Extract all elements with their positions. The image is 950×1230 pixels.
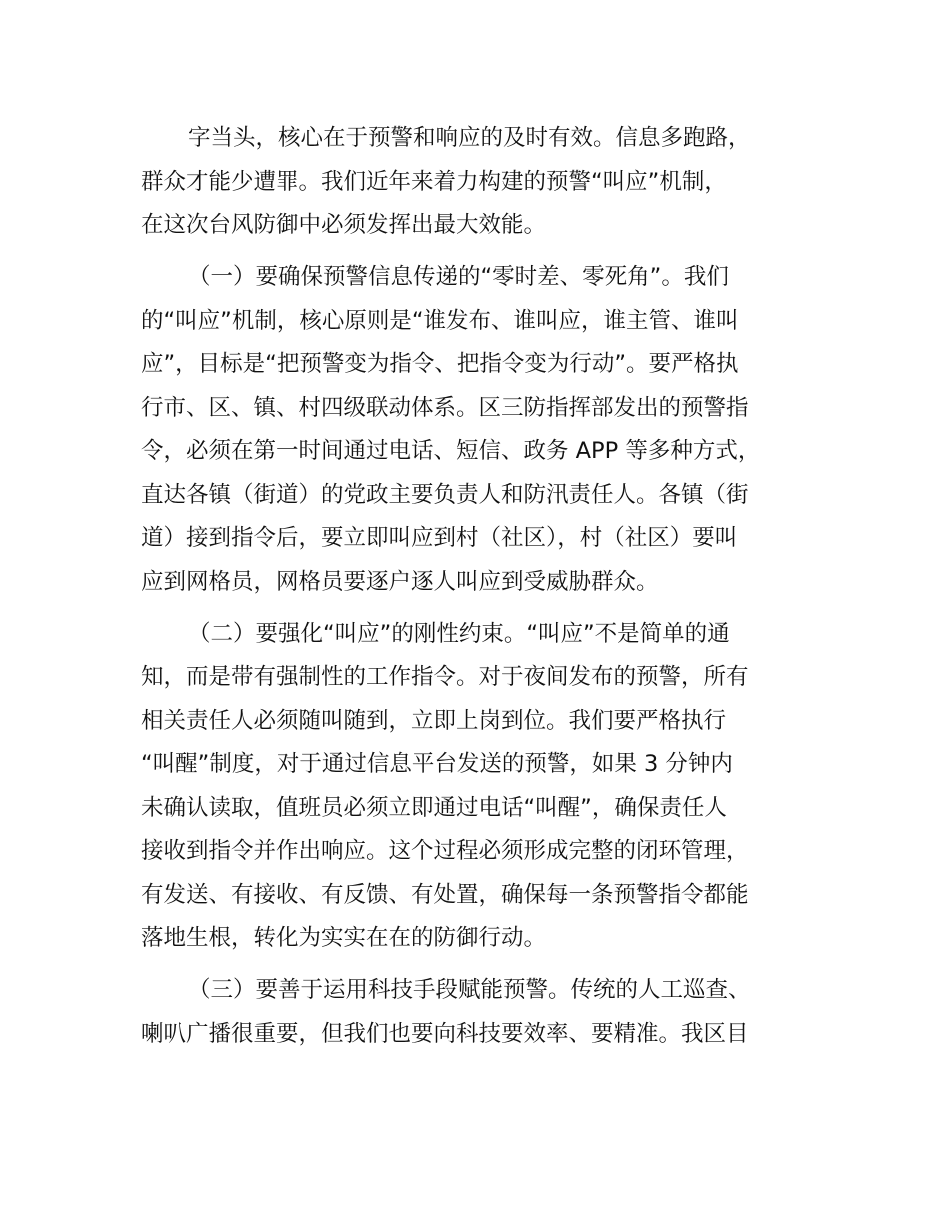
text-line: 有发送、有接收、有反馈、有处置，确保每一条预警指令都能 bbox=[141, 882, 749, 908]
text-line: 群众才能少遭罪。我们近年来着力构建的预警“叫应”机制， bbox=[141, 169, 727, 195]
text-line: 喇叭广播很重要，但我们也要向科技要效率、要精准。我区目 bbox=[141, 1021, 749, 1047]
text-line: 行市、区、镇、村四级联动体系。区三防指挥部发出的预警指 bbox=[141, 395, 749, 421]
text-line: 令，必须在第一时间通过电话、短信、政务 APP 等多种方式， bbox=[141, 438, 761, 464]
text-line: 字当头，核心在于预警和响应的及时有效。信息多跑路， bbox=[188, 125, 751, 151]
text-line: 应到网格员，网格员要逐户逐人叫应到受威胁群众。 bbox=[141, 569, 659, 595]
text-line: 接收到指令并作出响应。这个过程必须形成完整的闭环管理， bbox=[141, 838, 749, 864]
text-line: “叫醒”制度，对于通过信息平台发送的预警，如果 3 分钟内 bbox=[141, 751, 733, 777]
text-line: 相关责任人必须随叫随到，立即上岗到位。我们要严格执行 bbox=[141, 708, 727, 734]
text-line: 直达各镇（街道）的党政主要负责人和防汛责任人。各镇（街 bbox=[141, 482, 749, 508]
text-line: （一）要确保预警信息传递的“零时差、零死角”。我们 bbox=[188, 264, 729, 290]
text-line: 的“叫应”机制，核心原则是“谁发布、谁叫应，谁主管、谁叫 bbox=[141, 308, 739, 334]
text-line: 应”，目标是“把预警变为指令、把指令变为行动”。要严格执 bbox=[141, 351, 739, 377]
text-line: 知，而是带有强制性的工作指令。对于夜间发布的预警，所有 bbox=[141, 664, 749, 690]
text-line: 在这次台风防御中必须发挥出最大效能。 bbox=[141, 212, 547, 238]
text-line: 落地生根，转化为实实在在的防御行动。 bbox=[141, 925, 547, 951]
text-line: （三）要善于运用科技手段赋能预警。传统的人工巡查、 bbox=[188, 977, 751, 1003]
text-line: 道）接到指令后，要立即叫应到村（社区），村（社区）要叫 bbox=[141, 525, 738, 551]
text-line: 未确认读取，值班员必须立即通过电话“叫醒”，确保责任人 bbox=[141, 795, 727, 821]
text-line: （二）要强化“叫应”的刚性约束。“叫应”不是简单的通 bbox=[188, 621, 730, 647]
